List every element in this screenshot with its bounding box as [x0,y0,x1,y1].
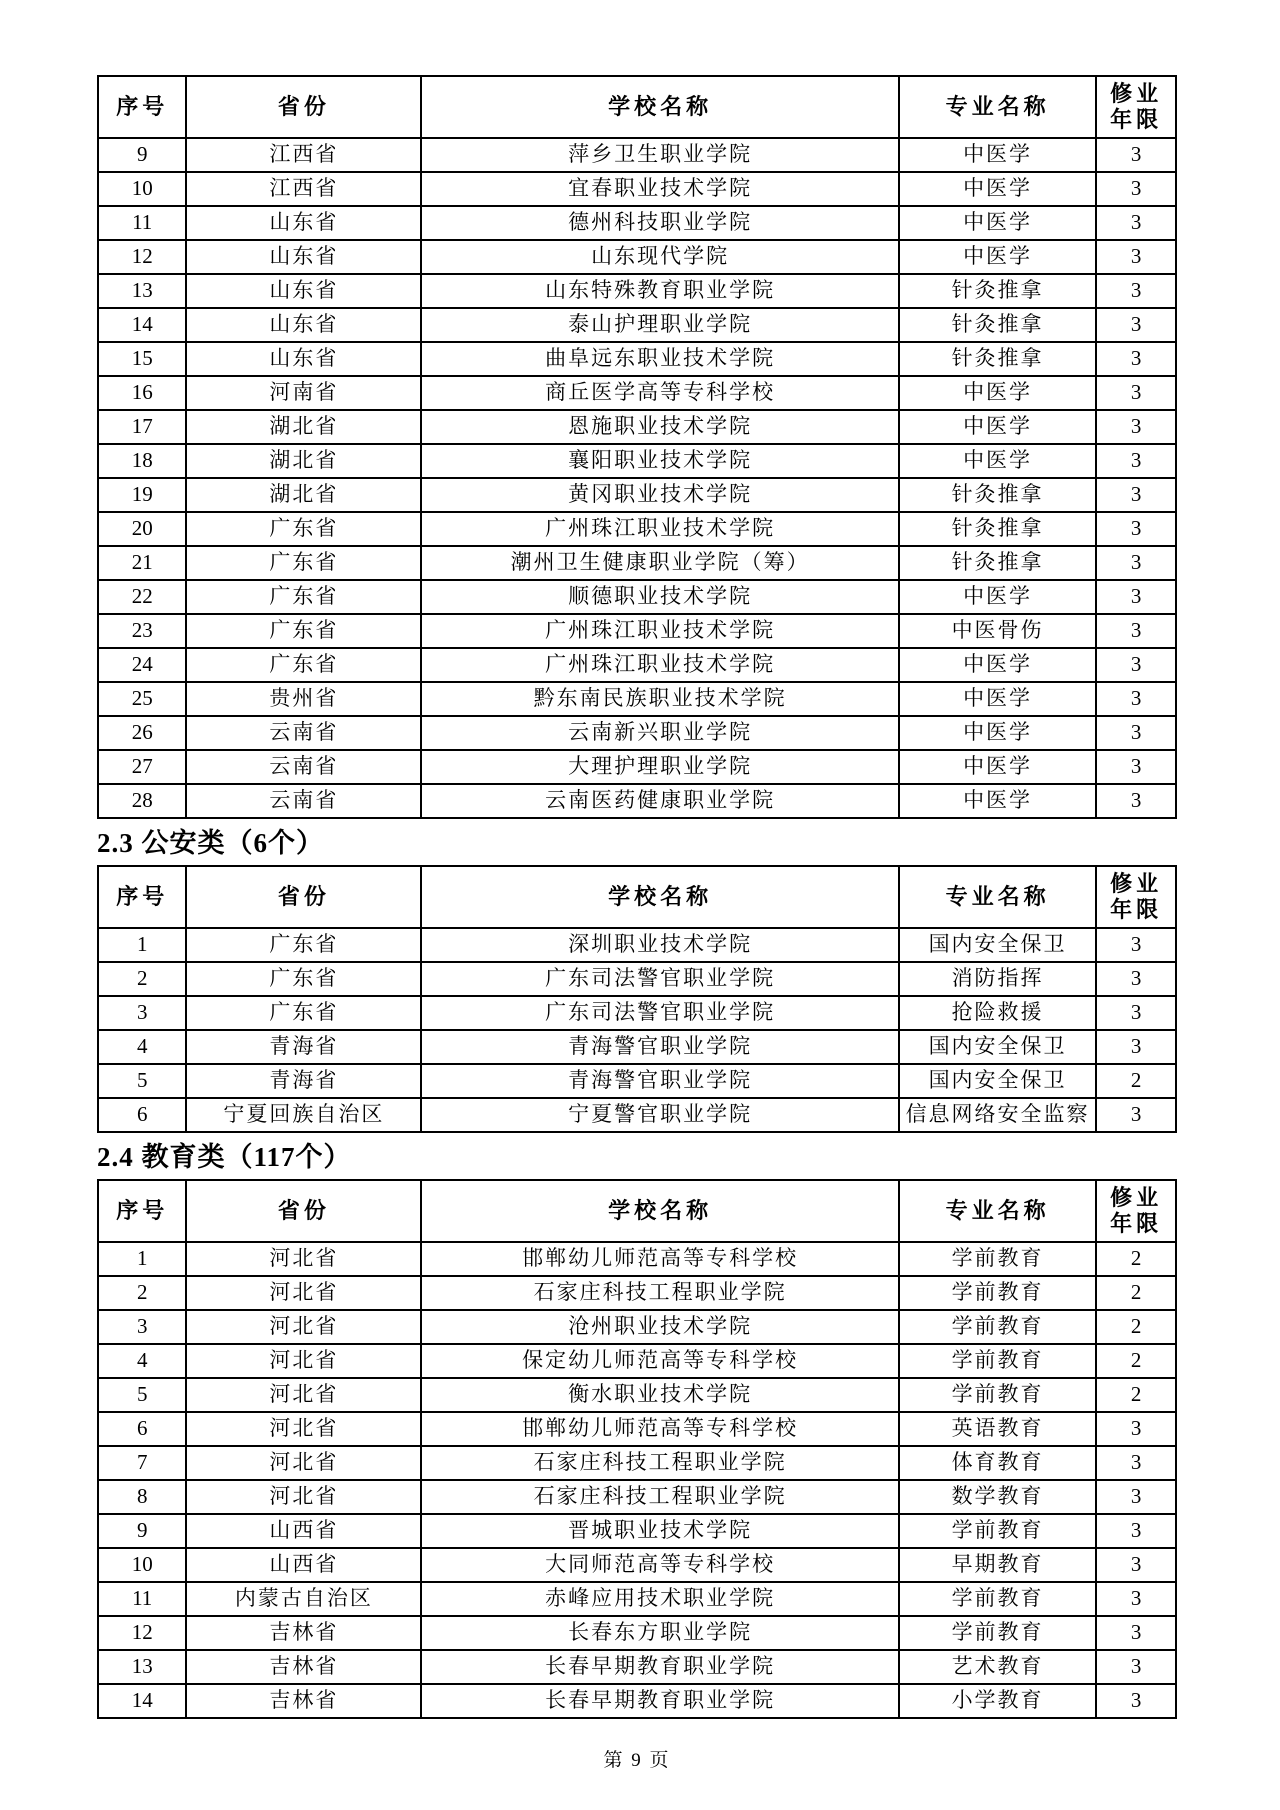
cell-major-name: 英语教育 [899,1412,1096,1446]
cell-province: 内蒙古自治区 [186,1582,421,1616]
cell-province: 河北省 [186,1480,421,1514]
cell-province: 河北省 [186,1378,421,1412]
cell-major-name: 国内安全保卫 [899,928,1096,962]
cell-major-name: 早期教育 [899,1548,1096,1582]
cell-duration: 3 [1096,1480,1176,1514]
cell-index: 5 [98,1064,186,1098]
table-row [98,1310,1176,1344]
cell-school-name: 广东司法警官职业学院 [421,962,899,996]
cell-major-name: 学前教育 [899,1310,1096,1344]
col-header-index: 序号 [98,1180,186,1242]
cell-index: 23 [98,614,186,648]
cell-province: 山西省 [186,1548,421,1582]
cell-duration: 3 [1096,996,1176,1030]
cell-major-name: 国内安全保卫 [899,1064,1096,1098]
table-row [98,1098,1176,1132]
cell-school-name: 广东司法警官职业学院 [421,996,899,1030]
cell-duration: 3 [1096,1582,1176,1616]
cell-major-name: 中医学 [899,410,1096,444]
cell-school-name: 黄冈职业技术学院 [421,478,899,512]
table-row [98,342,1176,376]
table-row [98,1344,1176,1378]
cell-major-name: 抢险救援 [899,996,1096,1030]
cell-duration: 3 [1096,962,1176,996]
cell-province: 广东省 [186,928,421,962]
cell-duration: 3 [1096,1684,1176,1718]
cell-school-name: 顺德职业技术学院 [421,580,899,614]
cell-school-name: 云南新兴职业学院 [421,716,899,750]
cell-duration: 3 [1096,1098,1176,1132]
table-row [98,996,1176,1030]
table-row [98,1480,1176,1514]
cell-major-name: 针灸推拿 [899,478,1096,512]
cell-school-name: 宁夏警官职业学院 [421,1098,899,1132]
cell-school-name: 曲阜远东职业技术学院 [421,342,899,376]
cell-duration: 2 [1096,1276,1176,1310]
table-row [98,1412,1176,1446]
col-header-school: 学校名称 [421,866,899,928]
cell-major-name: 针灸推拿 [899,308,1096,342]
cell-duration: 3 [1096,478,1176,512]
cell-major-name: 学前教育 [899,1276,1096,1310]
cell-school-name: 衡水职业技术学院 [421,1378,899,1412]
cell-province: 山西省 [186,1514,421,1548]
cell-school-name: 长春东方职业学院 [421,1616,899,1650]
cell-province: 宁夏回族自治区 [186,1098,421,1132]
cell-province: 河北省 [186,1276,421,1310]
cell-province: 广东省 [186,648,421,682]
table-row [98,1446,1176,1480]
table-row [98,1514,1176,1548]
table-row [98,1650,1176,1684]
cell-index: 1 [98,1242,186,1276]
table-row [98,1684,1176,1718]
cell-index: 9 [98,1514,186,1548]
cell-index: 17 [98,410,186,444]
table-row [98,962,1176,996]
cell-duration: 3 [1096,1412,1176,1446]
cell-school-name: 广州珠江职业技术学院 [421,648,899,682]
cell-major-name: 中医学 [899,750,1096,784]
cell-index: 15 [98,342,186,376]
cell-school-name: 云南医药健康职业学院 [421,784,899,818]
cell-major-name: 中医骨伤 [899,614,1096,648]
cell-province: 云南省 [186,716,421,750]
cell-major-name: 信息网络安全监察 [899,1098,1096,1132]
cell-duration: 3 [1096,1650,1176,1684]
cell-school-name: 恩施职业技术学院 [421,410,899,444]
cell-province: 河北省 [186,1344,421,1378]
cell-school-name: 保定幼儿师范高等专科学校 [421,1344,899,1378]
col-header-province: 省份 [186,76,421,138]
cell-school-name: 大同师范高等专科学校 [421,1548,899,1582]
table-row [98,240,1176,274]
sections-container [97,75,1177,1719]
cell-school-name: 晋城职业技术学院 [421,1514,899,1548]
cell-major-name: 消防指挥 [899,962,1096,996]
cell-province: 青海省 [186,1064,421,1098]
cell-major-name: 针灸推拿 [899,546,1096,580]
col-header-major: 专业名称 [899,76,1096,138]
cell-major-name: 小学教育 [899,1684,1096,1718]
cell-province: 云南省 [186,750,421,784]
cell-index: 12 [98,1616,186,1650]
cell-index: 21 [98,546,186,580]
cell-school-name: 萍乡卫生职业学院 [421,138,899,172]
table-row [98,716,1176,750]
cell-school-name: 沧州职业技术学院 [421,1310,899,1344]
cell-major-name: 中医学 [899,240,1096,274]
cell-province: 广东省 [186,512,421,546]
cell-index: 28 [98,784,186,818]
cell-duration: 3 [1096,376,1176,410]
cell-major-name: 中医学 [899,784,1096,818]
cell-duration: 3 [1096,1030,1176,1064]
cell-province: 贵州省 [186,682,421,716]
cell-duration: 3 [1096,614,1176,648]
cell-school-name: 商丘医学高等专科学校 [421,376,899,410]
cell-school-name: 青海警官职业学院 [421,1064,899,1098]
cell-index: 19 [98,478,186,512]
cell-major-name: 学前教育 [899,1616,1096,1650]
cell-duration: 3 [1096,172,1176,206]
cell-school-name: 邯郸幼儿师范高等专科学校 [421,1242,899,1276]
table-row [98,580,1176,614]
cell-province: 河北省 [186,1412,421,1446]
cell-duration: 3 [1096,512,1176,546]
table-row [98,1030,1176,1064]
cell-school-name: 黔东南民族职业技术学院 [421,682,899,716]
cell-index: 22 [98,580,186,614]
cell-index: 10 [98,1548,186,1582]
table-row [98,784,1176,818]
cell-province: 山东省 [186,308,421,342]
cell-index: 11 [98,206,186,240]
table-row [98,1582,1176,1616]
table-row [98,410,1176,444]
cell-province: 广东省 [186,996,421,1030]
cell-duration: 3 [1096,342,1176,376]
cell-major-name: 中医学 [899,444,1096,478]
table-row [98,1378,1176,1412]
cell-duration: 3 [1096,648,1176,682]
cell-index: 25 [98,682,186,716]
cell-province: 广东省 [186,962,421,996]
cell-major-name: 中医学 [899,580,1096,614]
cell-index: 10 [98,172,186,206]
table-row [98,1064,1176,1098]
cell-major-name: 国内安全保卫 [899,1030,1096,1064]
col-header-index: 序号 [98,866,186,928]
cell-school-name: 德州科技职业学院 [421,206,899,240]
cell-school-name: 广州珠江职业技术学院 [421,614,899,648]
table-row [98,206,1176,240]
col-header-major: 专业名称 [899,1180,1096,1242]
table-row [98,682,1176,716]
table-row [98,308,1176,342]
cell-major-name: 学前教育 [899,1378,1096,1412]
cell-school-name: 长春早期教育职业学院 [421,1650,899,1684]
cell-index: 2 [98,1276,186,1310]
cell-province: 河北省 [186,1242,421,1276]
cell-province: 江西省 [186,172,421,206]
table-row [98,1276,1176,1310]
cell-index: 4 [98,1344,186,1378]
cell-school-name: 青海警官职业学院 [421,1030,899,1064]
cell-major-name: 针灸推拿 [899,274,1096,308]
cell-school-name: 襄阳职业技术学院 [421,444,899,478]
cell-school-name: 广州珠江职业技术学院 [421,512,899,546]
cell-province: 吉林省 [186,1684,421,1718]
cell-duration: 3 [1096,308,1176,342]
cell-province: 广东省 [186,546,421,580]
cell-index: 20 [98,512,186,546]
cell-province: 云南省 [186,784,421,818]
table-row [98,138,1176,172]
cell-province: 吉林省 [186,1650,421,1684]
cell-province: 河南省 [186,376,421,410]
cell-duration: 2 [1096,1064,1176,1098]
cell-index: 14 [98,1684,186,1718]
cell-major-name: 中医学 [899,172,1096,206]
cell-school-name: 石家庄科技工程职业学院 [421,1446,899,1480]
cell-province: 广东省 [186,614,421,648]
cell-major-name: 针灸推拿 [899,342,1096,376]
col-header-school: 学校名称 [421,1180,899,1242]
cell-duration: 3 [1096,784,1176,818]
cell-province: 湖北省 [186,478,421,512]
cell-duration: 3 [1096,410,1176,444]
table-header-row [98,1180,1176,1242]
table-row [98,274,1176,308]
cell-province: 青海省 [186,1030,421,1064]
cell-major-name: 学前教育 [899,1242,1096,1276]
cell-school-name: 宜春职业技术学院 [421,172,899,206]
cell-index: 14 [98,308,186,342]
cell-duration: 3 [1096,240,1176,274]
col-header-duration: 修业年限 [1096,76,1176,138]
cell-index: 6 [98,1098,186,1132]
col-header-province: 省份 [186,866,421,928]
cell-index: 1 [98,928,186,962]
cell-index: 4 [98,1030,186,1064]
cell-province: 湖北省 [186,444,421,478]
table-row [98,478,1176,512]
cell-school-name: 山东特殊教育职业学院 [421,274,899,308]
cell-major-name: 体育教育 [899,1446,1096,1480]
cell-school-name: 石家庄科技工程职业学院 [421,1276,899,1310]
cell-duration: 2 [1096,1242,1176,1276]
cell-province: 江西省 [186,138,421,172]
cell-index: 27 [98,750,186,784]
cell-school-name: 泰山护理职业学院 [421,308,899,342]
cell-province: 山东省 [186,342,421,376]
table-row [98,1548,1176,1582]
col-header-major: 专业名称 [899,866,1096,928]
table-row [98,1616,1176,1650]
cell-index: 13 [98,274,186,308]
schools-table [97,865,1177,1133]
schools-table [97,1179,1177,1719]
cell-province: 河北省 [186,1446,421,1480]
cell-index: 6 [98,1412,186,1446]
cell-index: 8 [98,1480,186,1514]
cell-school-name: 石家庄科技工程职业学院 [421,1480,899,1514]
cell-school-name: 大理护理职业学院 [421,750,899,784]
cell-duration: 3 [1096,682,1176,716]
cell-duration: 3 [1096,580,1176,614]
schools-table [97,75,1177,819]
cell-index: 16 [98,376,186,410]
col-header-province: 省份 [186,1180,421,1242]
col-header-school: 学校名称 [421,76,899,138]
table-row [98,750,1176,784]
table-header-row [98,76,1176,138]
cell-index: 11 [98,1582,186,1616]
cell-school-name: 邯郸幼儿师范高等专科学校 [421,1412,899,1446]
cell-major-name: 中医学 [899,716,1096,750]
col-header-duration: 修业年限 [1096,866,1176,928]
cell-index: 24 [98,648,186,682]
cell-province: 河北省 [186,1310,421,1344]
section-heading: 2.3 公安类（6个） [97,828,324,858]
cell-school-name: 长春早期教育职业学院 [421,1684,899,1718]
cell-major-name: 中医学 [899,206,1096,240]
cell-major-name: 学前教育 [899,1344,1096,1378]
cell-index: 26 [98,716,186,750]
cell-index: 18 [98,444,186,478]
cell-major-name: 中医学 [899,376,1096,410]
cell-major-name: 针灸推拿 [899,512,1096,546]
cell-duration: 3 [1096,546,1176,580]
col-header-duration: 修业年限 [1096,1180,1176,1242]
cell-major-name: 中医学 [899,138,1096,172]
cell-major-name: 中医学 [899,648,1096,682]
cell-duration: 3 [1096,274,1176,308]
cell-major-name: 学前教育 [899,1582,1096,1616]
col-header-index: 序号 [98,76,186,138]
cell-province: 山东省 [186,206,421,240]
cell-school-name: 山东现代学院 [421,240,899,274]
table-row [98,444,1176,478]
cell-major-name: 学前教育 [899,1514,1096,1548]
cell-index: 5 [98,1378,186,1412]
cell-province: 山东省 [186,240,421,274]
cell-duration: 3 [1096,1548,1176,1582]
table-row [98,1242,1176,1276]
cell-duration: 3 [1096,1446,1176,1480]
page-number: 第 9 页 [603,1750,671,1771]
cell-province: 湖北省 [186,410,421,444]
table-row [98,928,1176,962]
cell-major-name: 艺术教育 [899,1650,1096,1684]
cell-duration: 2 [1096,1310,1176,1344]
cell-duration: 3 [1096,444,1176,478]
cell-major-name: 数学教育 [899,1480,1096,1514]
cell-province: 广东省 [186,580,421,614]
cell-duration: 3 [1096,716,1176,750]
table-row [98,614,1176,648]
table-row [98,648,1176,682]
cell-index: 7 [98,1446,186,1480]
table-row [98,172,1176,206]
cell-school-name: 深圳职业技术学院 [421,928,899,962]
cell-index: 3 [98,1310,186,1344]
cell-index: 9 [98,138,186,172]
cell-province: 山东省 [186,274,421,308]
cell-duration: 2 [1096,1344,1176,1378]
cell-province: 吉林省 [186,1616,421,1650]
cell-school-name: 潮州卫生健康职业学院（筹） [421,546,899,580]
cell-index: 12 [98,240,186,274]
cell-duration: 3 [1096,928,1176,962]
cell-duration: 3 [1096,1616,1176,1650]
cell-index: 13 [98,1650,186,1684]
cell-major-name: 中医学 [899,682,1096,716]
cell-index: 3 [98,996,186,1030]
cell-school-name: 赤峰应用技术职业学院 [421,1582,899,1616]
cell-duration: 3 [1096,750,1176,784]
table-row [98,546,1176,580]
cell-index: 2 [98,962,186,996]
cell-duration: 3 [1096,138,1176,172]
document-content [97,75,1177,1772]
table-header-row [98,866,1176,928]
cell-duration: 3 [1096,206,1176,240]
cell-duration: 2 [1096,1378,1176,1412]
cell-duration: 3 [1096,1514,1176,1548]
table-row [98,376,1176,410]
table-row [98,512,1176,546]
section-heading: 2.4 教育类（117个） [97,1142,352,1172]
